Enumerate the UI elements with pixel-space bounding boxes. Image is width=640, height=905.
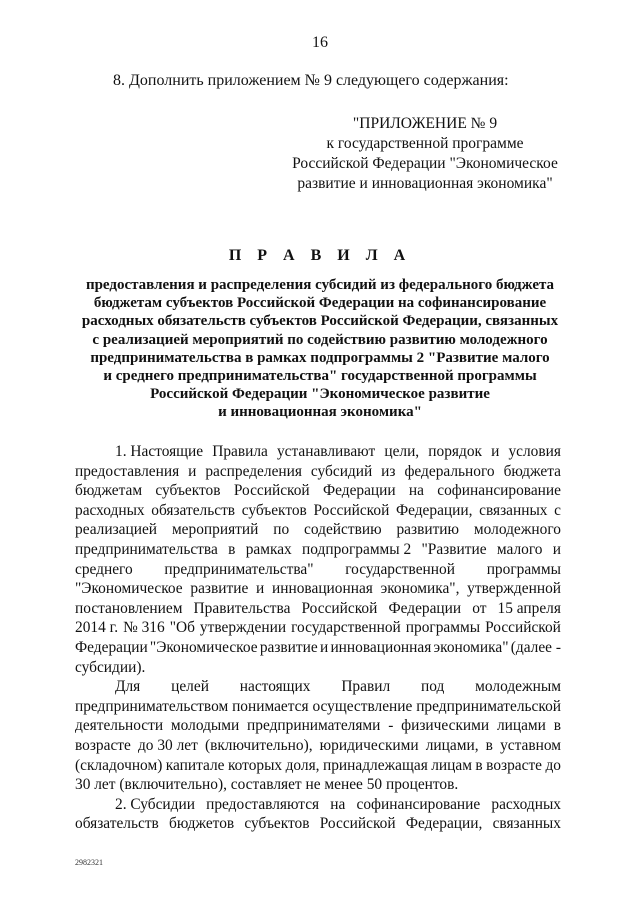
subtitle-line: Российской Федерации "Экономическое развитие: [150, 386, 490, 403]
document-title: П Р А В И Л А: [228, 247, 412, 264]
body-word: развитие: [190, 580, 249, 598]
body-line: [75, 599, 561, 619]
body-line: [75, 716, 561, 736]
body-word: и: [188, 462, 197, 480]
body-word: юридическими: [319, 736, 419, 754]
body-word: обязательств: [75, 815, 159, 833]
body-word: содействию: [304, 521, 382, 539]
body-word: на: [408, 482, 424, 500]
body-word: молодыми: [170, 717, 240, 735]
body-word: Российской: [313, 501, 390, 519]
body-word: софинансирование: [356, 795, 481, 813]
body-word: предпринимателями: [247, 717, 381, 735]
body-word: Федерации: [75, 638, 148, 656]
body-word: Правительства: [193, 599, 291, 617]
body-word: -: [388, 717, 394, 735]
body-word: лицами: [496, 717, 546, 735]
body-word: лицам: [431, 756, 472, 774]
body-word: "Экономическое: [149, 638, 258, 656]
body-word: и: [256, 580, 265, 598]
body-line: [75, 618, 561, 638]
subtitle-line: и среднего предпринимательства" государственной программы: [103, 368, 537, 385]
body-word: которых: [227, 756, 283, 774]
body-word: 15 апреля: [497, 599, 561, 617]
body-word: от: [472, 599, 487, 617]
body-word: осуществление: [312, 697, 413, 715]
body-word: государственной: [345, 560, 455, 578]
body-word: под: [420, 678, 445, 696]
subtitle-line: и инновационная экономика": [218, 404, 422, 421]
subtitle-line: предпринимательства в рамках подпрограммы 2 "Развитие малого: [90, 349, 550, 366]
body-word: экономика": [433, 638, 509, 656]
subtitle-line: расходных обязательств субъектов Российской Федерации, связанных: [81, 313, 559, 330]
body-word: мероприятий: [171, 521, 259, 539]
body-word: до 30 лет: [137, 736, 198, 754]
body-word: рамках: [245, 540, 292, 558]
appendix-line: развитие и инновационная экономика": [297, 175, 553, 192]
body-word: Для: [115, 678, 141, 696]
appendix-line: к государственной программе: [326, 135, 524, 152]
body-word: порядок: [428, 443, 482, 460]
body-word: программы: [486, 560, 561, 578]
body-word: субъектов: [155, 482, 221, 500]
body-word: связанных: [492, 815, 561, 833]
body-word: бюджетов: [169, 815, 235, 833]
body-word: возрасте: [75, 736, 131, 754]
body-word: Российской: [233, 482, 310, 500]
body-word: Федерации: [388, 599, 462, 617]
subtitle-line: с реализацией мероприятий по содействию развитию молодежного: [92, 331, 548, 348]
body-line: [75, 442, 561, 462]
appendix-line: "ПРИЛОЖЕНИЕ № 9: [352, 115, 498, 132]
body-word: деятельности: [75, 717, 164, 735]
body-word: целей: [171, 678, 209, 696]
body-word: предоставления: [75, 462, 180, 480]
body-word: по: [273, 521, 290, 539]
body-word: в: [553, 717, 561, 735]
body-word: "Развитие: [421, 540, 487, 558]
subtitle-line: предоставления и распределения субсидий из федерального бюджета: [85, 277, 555, 293]
body-word: 1. Настоящие: [115, 443, 204, 460]
body-word: и: [319, 638, 329, 656]
body-word: предпринимательской: [416, 697, 561, 715]
body-word: понимается: [232, 697, 309, 715]
body-word: 2014 г.: [75, 619, 119, 637]
body-word: лицами,: [425, 736, 479, 754]
body-word: до: [545, 756, 561, 774]
body-word: субсидии).: [75, 658, 146, 676]
body-word: с: [554, 501, 561, 519]
body-word: постановлением: [75, 599, 183, 617]
body-word: Правил: [341, 678, 391, 696]
body-word: развитию: [396, 521, 460, 539]
body-word: из: [381, 462, 396, 480]
body-line: [75, 462, 561, 482]
body-word: федерального: [404, 462, 495, 480]
body-word: расходных: [491, 795, 561, 813]
body-line: [75, 638, 561, 658]
body-line: [75, 677, 561, 697]
body-line: [75, 697, 561, 717]
body-word: инновационная: [272, 580, 373, 598]
body-word: Российской: [301, 599, 378, 617]
body-word: подпрограммы 2: [302, 540, 412, 558]
body-word: Российской: [319, 815, 396, 833]
body-word: "Об: [169, 619, 195, 637]
body-word: малого: [496, 540, 543, 558]
body-word: настоящих: [239, 678, 311, 696]
body-word: капитале: [165, 756, 225, 774]
body-word: Российской: [485, 619, 561, 637]
body-word: Федерации: [322, 482, 396, 500]
document-subtitle: [70, 276, 570, 422]
appendix-header: [290, 114, 560, 194]
body-word: (далее -: [510, 638, 561, 656]
body-line: [75, 481, 561, 501]
body-line: [75, 540, 561, 560]
body-word: Федерации,: [395, 501, 473, 519]
body-word: доля,: [285, 756, 320, 774]
body-word: предпринимательством: [75, 697, 229, 715]
body-word: предпринимательства": [164, 560, 314, 578]
body-word: Федерации,: [405, 815, 483, 833]
body-word: (складочном): [75, 756, 163, 774]
body-word: распределения: [205, 462, 302, 480]
body-word: цели,: [384, 443, 420, 460]
body-word: предоставляются: [206, 795, 320, 813]
body-word: устанавливают: [276, 443, 376, 460]
body-word: среднего: [75, 560, 133, 578]
body-word: молодежного: [473, 521, 561, 539]
body-word: связанных: [479, 501, 548, 519]
body-word: возрасте: [486, 756, 543, 774]
body-word: принадлежащая: [322, 756, 428, 774]
body-word: субсидий: [310, 462, 373, 480]
subtitle-line: бюджетам субъектов Российской Федерации на софинансирование: [93, 295, 547, 312]
body-line: [75, 795, 561, 815]
body-word: бюджета: [503, 462, 561, 480]
body-word: расходных: [75, 501, 145, 519]
body-word: утвержденной: [467, 580, 561, 598]
body-text: [75, 442, 561, 834]
body-word: в: [485, 736, 493, 754]
body-line: [75, 658, 561, 678]
appendix-line: Российской Федерации "Экономическое: [292, 155, 558, 172]
body-word: реализацией: [75, 521, 158, 539]
body-line: [75, 775, 561, 795]
body-word: бюджетам: [75, 482, 143, 500]
body-word: государственной: [291, 619, 401, 637]
body-word: условия: [508, 443, 561, 460]
body-word: № 316: [123, 619, 165, 637]
body-word: 30 лет (включительно), составляет не менее 50 процентов.: [75, 776, 459, 794]
body-word: обязательств: [151, 501, 236, 519]
body-word: субъектов: [244, 815, 310, 833]
body-line: [75, 501, 561, 521]
body-word: экономика",: [380, 580, 460, 598]
body-word: предпринимательства: [75, 540, 218, 558]
body-word: в: [228, 540, 236, 558]
body-word: "Экономическое: [75, 580, 183, 598]
body-word: уставном: [500, 736, 561, 754]
footer-code: 2982321: [75, 858, 103, 867]
amendment-text: 8. Дополнить приложением № 9 следующего содержания:: [113, 72, 509, 89]
body-word: Правила: [212, 443, 268, 460]
body-word: в: [475, 756, 483, 774]
body-word: субъектов: [241, 501, 307, 519]
body-word: развитие: [259, 638, 318, 656]
body-word: утверждении: [199, 619, 287, 637]
body-word: инновационная: [330, 638, 432, 656]
body-word: 2. Субсидии: [115, 795, 195, 813]
body-word: программы: [405, 619, 481, 637]
body-word: (включительно),: [204, 736, 313, 754]
body-word: и: [491, 443, 500, 460]
body-word: и: [552, 540, 561, 558]
body-line: [75, 560, 561, 580]
body-line: [75, 579, 561, 599]
body-line: [75, 756, 561, 776]
body-line: [75, 520, 561, 540]
body-word: физическими: [401, 717, 490, 735]
body-word: софинансирование: [437, 482, 561, 500]
body-line: [75, 736, 561, 756]
body-line: [75, 814, 561, 834]
body-word: молодежным: [475, 678, 561, 696]
page-number: 16: [312, 34, 328, 51]
body-word: на: [330, 795, 346, 813]
